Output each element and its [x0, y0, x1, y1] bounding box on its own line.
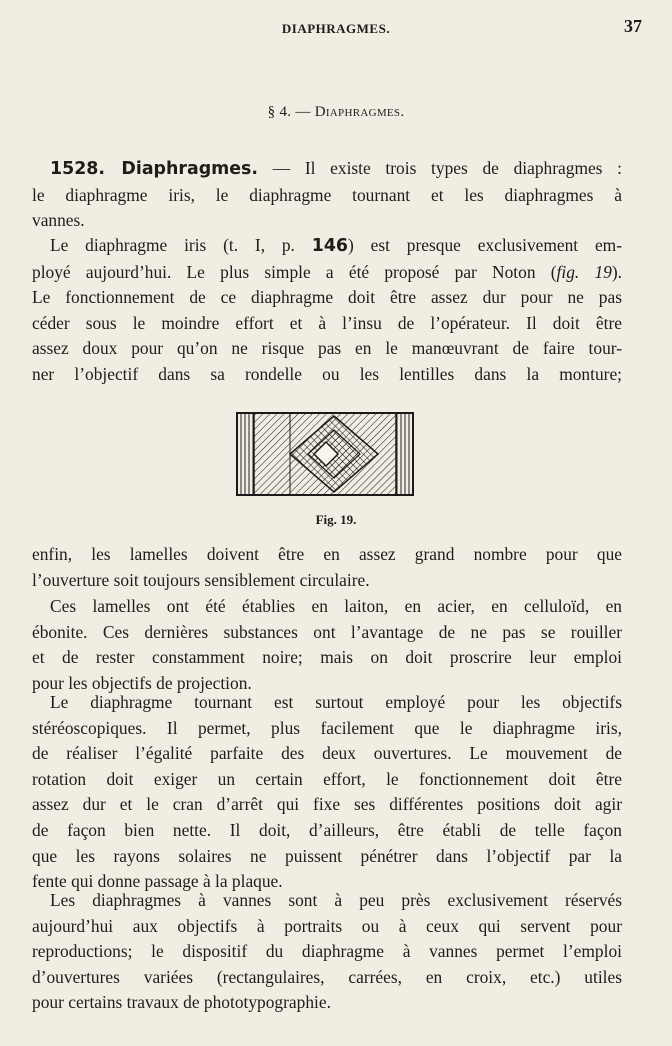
- text-line: pour les objectifs de projection.: [32, 672, 252, 693]
- running-title: DIAPHRAGMES.: [281, 21, 391, 36]
- running-head: [30, 16, 642, 40]
- text-line: céder sous le moindre effort et à l’insu de l’opérateur. Il doit être: [32, 312, 622, 333]
- paragraph-2: [32, 233, 622, 388]
- text-line: Le diaphragme iris (t. I, p. 146) est presque exclusivement em-: [50, 235, 623, 256]
- text-line: Ces lamelles ont été établies en laiton, en acier, en celluloïd, en: [50, 596, 622, 616]
- text-line: enfin, les lamelles doivent être en assez grand nombre pour que: [32, 544, 622, 564]
- paragraph-4: [32, 594, 622, 696]
- figure-19-diaphragm: [236, 412, 414, 496]
- figure-reference: fig. 19: [556, 261, 612, 282]
- text-line: que les rayons solaires ne puissent pénétrer dans l’objectif par la: [32, 845, 622, 866]
- paragraph-5: [32, 690, 622, 895]
- text-line: ner l’objectif dans sa rondelle ou les lentilles dans la monture;: [32, 363, 622, 384]
- text-line: reproductions; le dispositif du diaphragme à vannes permet l’emploi: [32, 941, 622, 962]
- text-line: Les diaphragmes à vannes sont à peu près exclusivement réservés: [50, 890, 622, 910]
- text-line: fente qui donne passage à la plaque.: [32, 871, 283, 892]
- section-title: Diaphragmes.: [314, 104, 405, 120]
- article-heading: 1528. Diaphragmes.: [50, 159, 259, 179]
- text-line: pour certains travaux de phototypographie.: [32, 992, 331, 1013]
- paragraph-6: [32, 888, 622, 1016]
- section-number: § 4. —: [267, 104, 315, 120]
- text-line: rotation doit exiger un certain effort, le fonctionnement doit être: [32, 768, 622, 789]
- text-line: 1528. Diaphragmes. — Il existe trois types de diaphragmes :: [50, 158, 622, 179]
- text-line: le diaphragme iris, le diaphragme tournant et les diaphragmes à: [32, 184, 622, 205]
- text-line: vannes.: [32, 210, 85, 231]
- text-line: stéréoscopiques. Il permet, plus facilement que le diaphragme iris,: [32, 717, 622, 738]
- text-line: assez doux pour qu’on ne risque pas en le manœuvrant de faire tour-: [32, 338, 622, 359]
- text-line: d’ouvertures variées (rectangulaires, carrées, en croix, etc.) utiles: [32, 966, 622, 987]
- paragraph-1: [32, 156, 622, 234]
- text-line: ployé aujourd’hui. Le plus simple a été proposé par Noton (fig. 19).: [32, 261, 622, 282]
- text-line: ébonite. Ces dernières substances ont l’avantage de ne pas se rouiller: [32, 621, 622, 642]
- page-reference: 146: [311, 236, 349, 256]
- paragraph-3: [32, 542, 622, 593]
- figure-caption: Fig. 19.: [315, 512, 357, 527]
- text-line: de façon bien nette. Il doit, d’ailleurs, être établi de telle façon: [32, 819, 622, 840]
- text-line: assez dur et le cran d’arrêt qui fixe ses différentes positions doit agir: [32, 794, 622, 815]
- text-line: et de rester constamment noire; mais on doit proscrire leur emploi: [32, 647, 622, 668]
- page-number: 37: [624, 16, 642, 36]
- text-line: Le diaphragme tournant est surtout employé pour les objectifs: [50, 692, 622, 712]
- section-heading: [0, 104, 672, 121]
- text-line: aujourd’hui aux objectifs à portraits ou à ceux qui servent pour: [32, 915, 622, 936]
- text-line: l’ouverture soit toujours sensiblement circulaire.: [32, 569, 370, 590]
- text-line: de réaliser l’égalité parfaite des deux ouvertures. Le mouvement de: [32, 743, 622, 764]
- text-line: Le fonctionnement de ce diaphragme doit être assez dur pour ne pas: [32, 287, 622, 308]
